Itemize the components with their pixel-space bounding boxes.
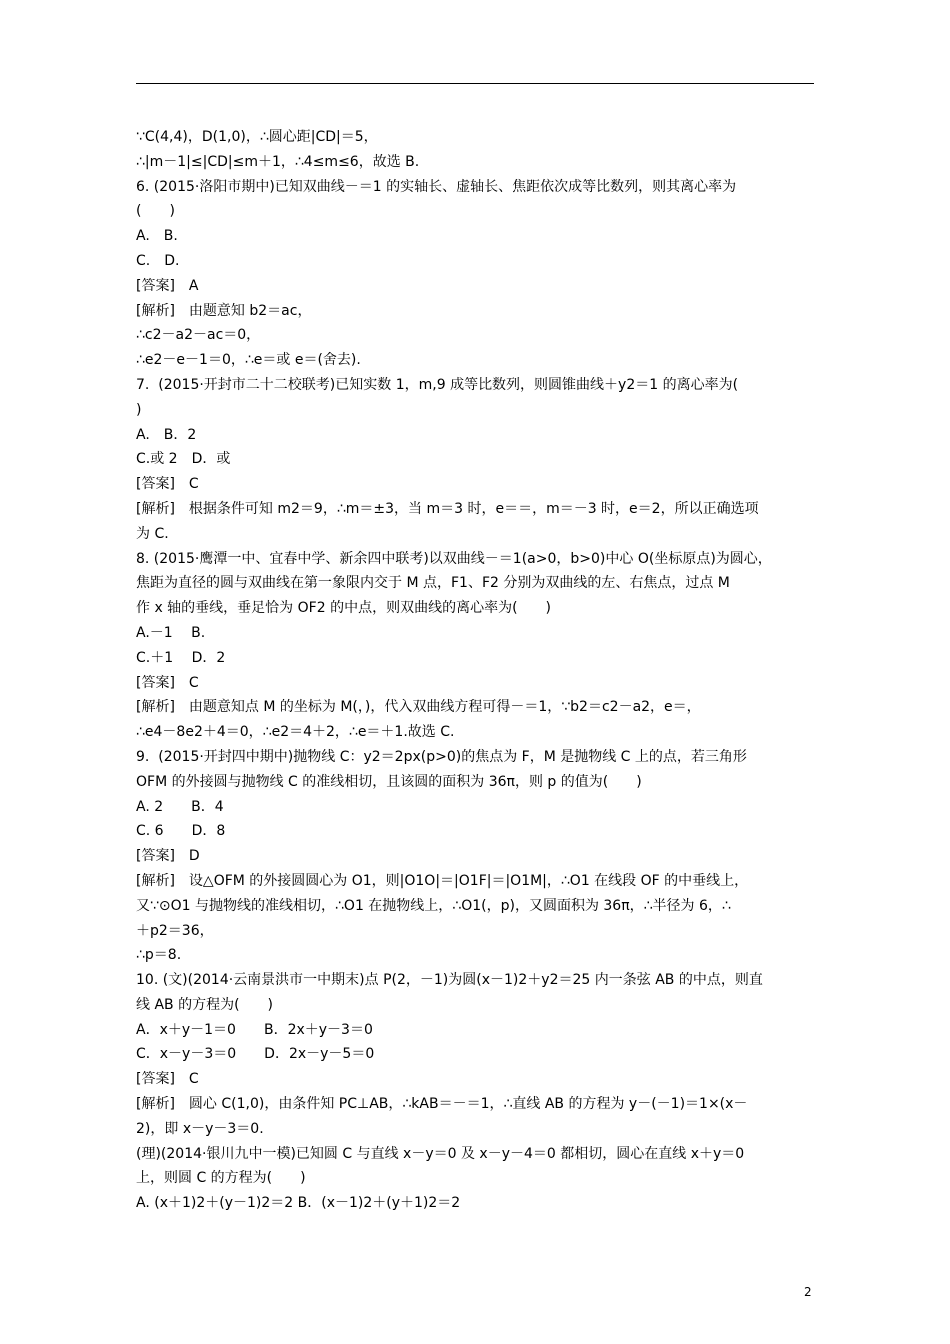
text-line: 上，则圆 C 的方程为( ) (136, 1170, 306, 1187)
text-line: ∴c2－a2－ac＝0， (136, 327, 261, 344)
options-line: A. B．2 (136, 426, 197, 443)
text-line: ∴e4－8e2＋4＝0，∴e2＝4＋2，∴e＝＋1.故选 C. (136, 724, 455, 741)
options-line: C. 6 D．8 (136, 823, 226, 840)
answer-line: [答案] C (136, 476, 199, 493)
text-line: ＋p2＝36， (136, 922, 214, 939)
options-line: A. B. (136, 228, 178, 245)
text-line: 为 C. (136, 525, 169, 542)
text-line: ∵C(4,4)，D(1,0)，∴圆心距|CD|＝5， (136, 129, 378, 145)
options-line: C.＋1 D．2 (136, 649, 226, 666)
analysis-line: [解析] 由题意知 b2＝ac， (136, 302, 312, 319)
options-line: A. 2 B．4 (136, 798, 224, 815)
document-body (136, 125, 826, 1216)
text-line: 2)，即 x－y－3＝0. (136, 1120, 264, 1137)
text-line: 又∵⊙O1 与抛物线的准线相切，∴O1 在抛物线上，∴O1(，p)，又圆面积为 36π，∴半径为 6，∴ (136, 897, 731, 914)
text-line: 焦距为直径的圆与双曲线在第一象限内交于 M 点，F1、F2 分别为双曲线的左、右焦点，过点 M (136, 575, 730, 592)
text-line: ) (136, 401, 142, 418)
analysis-line: [解析] 由题意知点 M 的坐标为 M(，)，代入双曲线方程可得－＝1，∵b2＝c2－a2，e＝， (136, 699, 701, 716)
question-10-science-stem: (理)(2014·银川九中一模)已知圆 C 与直线 x－y＝0 及 x－y－4＝0 都相切，圆心在直线 x＋y＝0 (136, 1145, 745, 1162)
header-rule (136, 83, 814, 84)
question-9-stem: 9. (2015·开封四中期中)抛物线 C：y2＝2px(p>0)的焦点为 F，M 是抛物线 C 上的点，若三角形 (136, 748, 747, 765)
options-line: A.－1 B. (136, 624, 206, 641)
text-line: ( ) (136, 203, 175, 220)
page-number: 2 (804, 1285, 812, 1299)
question-10-stem: 10. (文)(2014·云南景洪市一中期末)点 P(2，－1)为圆(x－1)2＋y2＝25 内一条弦 AB 的中点，则直 (136, 972, 763, 989)
analysis-line: [解析] 根据条件可知 m2＝9，∴m＝±3，当 m＝3 时，e＝＝，m＝－3 时，e＝2，所以正确选项 (136, 500, 759, 517)
answer-line: [答案] C (136, 1071, 199, 1088)
options-line: C. D. (136, 252, 180, 269)
analysis-line: [解析] 圆心 C(1,0)，由条件知 PC⊥AB，∴kAB＝－＝1，∴直线 AB 的方程为 y－(－1)＝1×(x－ (136, 1096, 748, 1113)
options-line: A. (x＋1)2＋(y－1)2＝2 B．(x－1)2＋(y＋1)2＝2 (136, 1195, 461, 1212)
options-line: C.或 2 D．或 (136, 451, 231, 468)
options-line: A．x＋y－1＝0 B．2x＋y－3＝0 (136, 1021, 373, 1038)
question-7-stem: 7. (2015·开封市二十二校联考)已知实数 1，m,9 成等比数列，则圆锥曲线＋y2＝1 的离心率为( (136, 376, 739, 393)
answer-line: [答案] A (136, 277, 199, 294)
analysis-line: [解析] 设△OFM 的外接圆圆心为 O1，则|O1O|＝|O1F|＝|O1M|，∴O1 在线段 OF 的中垂线上， (136, 872, 749, 889)
question-8-stem: 8. (2015·鹰潭一中、宜春中学、新余四中联考)以双曲线－＝1(a>0，b>0)中心 O(坐标原点)为圆心， (136, 550, 772, 567)
answer-line: [答案] D (136, 848, 200, 865)
answer-line: [答案] C (136, 674, 199, 691)
options-line: C．x－y－3＝0 D．2x－y－5＝0 (136, 1046, 375, 1063)
text-line: 线 AB 的方程为( ) (136, 996, 274, 1013)
text-line: ∴e2－e－1＝0，∴e＝或 e＝(舍去). (136, 352, 361, 369)
text-line: ∴p＝8. (136, 947, 182, 964)
text-line: OFM 的外接圆与抛物线 C 的准线相切，且该圆的面积为 36π，则 p 的值为( ) (136, 773, 642, 790)
text-line: ∴|m－1|≤|CD|≤m＋1，∴4≤m≤6，故选 B. (136, 153, 420, 170)
text-line: 作 x 轴的垂线，垂足恰为 OF2 的中点，则双曲线的离心率为( ) (136, 600, 551, 617)
question-6-stem: 6. (2015·洛阳市期中)已知双曲线－＝1 的实轴长、虚轴长、焦距依次成等比数列，则其离心率为 (136, 178, 737, 195)
